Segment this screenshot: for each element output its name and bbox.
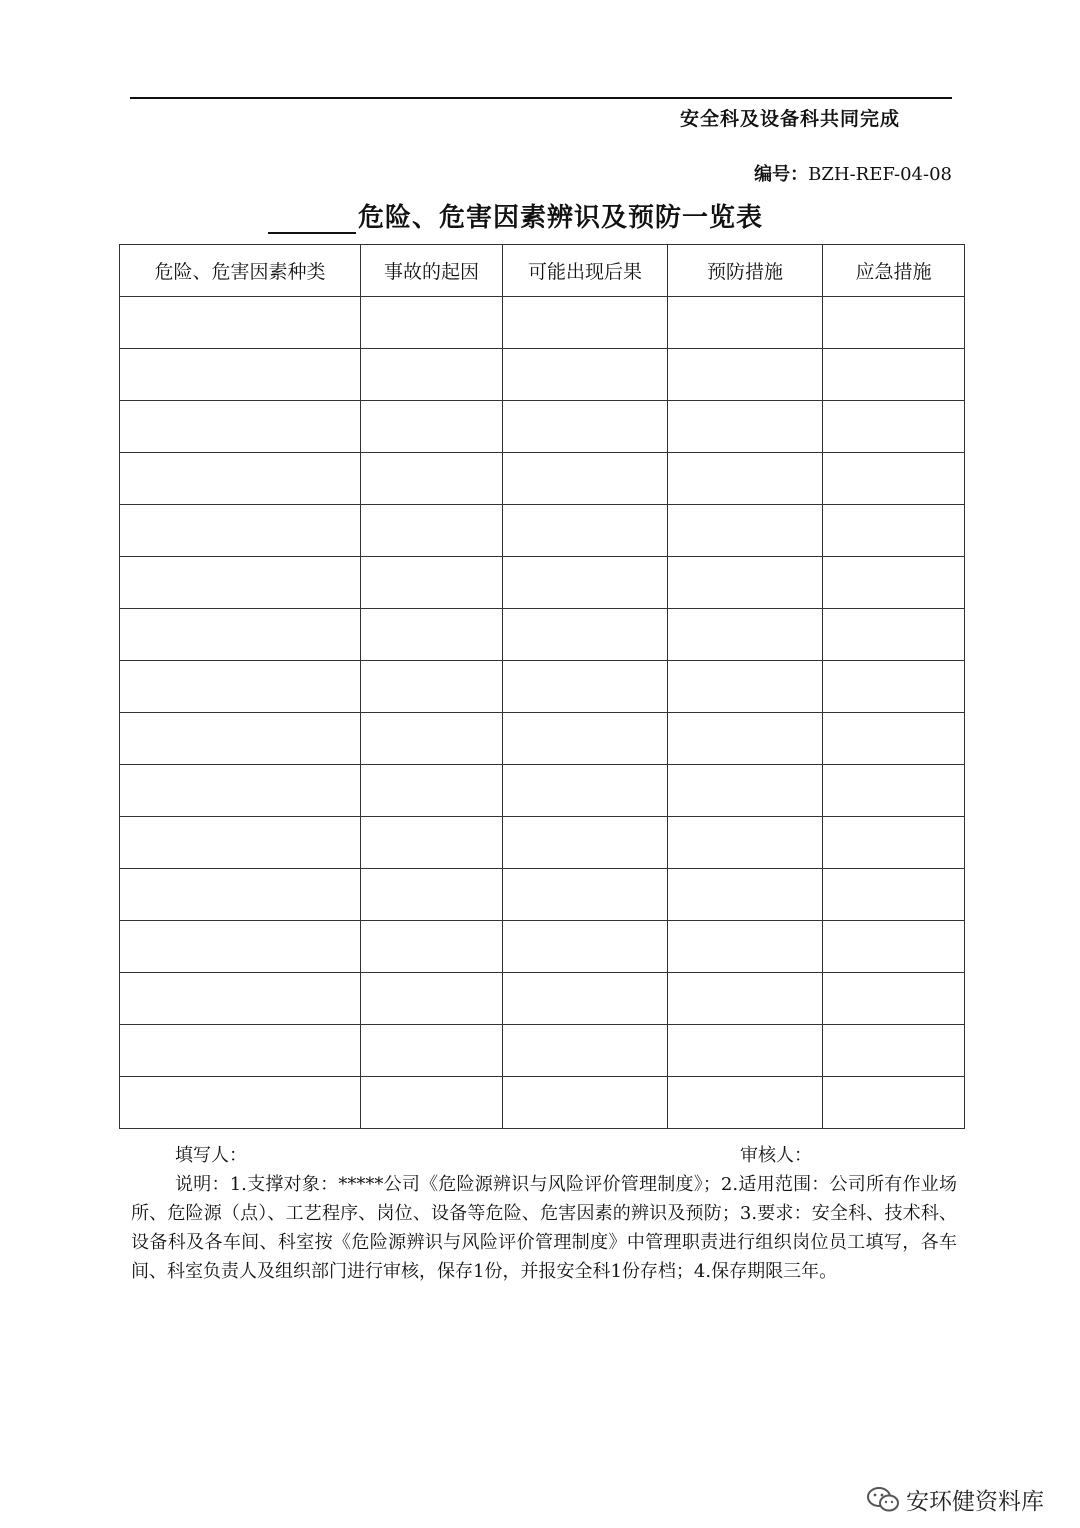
table-row — [120, 453, 965, 505]
table-row — [120, 609, 965, 661]
table-cell — [503, 297, 668, 349]
table-cell — [120, 297, 361, 349]
table-cell — [120, 1077, 361, 1129]
table-cell — [823, 661, 965, 713]
table-cell — [668, 349, 823, 401]
table-header-row — [120, 245, 965, 297]
table-row — [120, 297, 965, 349]
table-cell — [668, 557, 823, 609]
title-blank-line — [268, 204, 356, 234]
watermark — [866, 1483, 1044, 1516]
table-cell — [823, 349, 965, 401]
table-cell — [120, 349, 361, 401]
table-cell — [823, 453, 965, 505]
table-body — [120, 297, 965, 1129]
table-row — [120, 973, 965, 1025]
table-cell — [503, 713, 668, 765]
table-cell — [361, 349, 503, 401]
table-cell — [120, 973, 361, 1025]
table-cell — [503, 661, 668, 713]
notes-paragraph: 说明：1.支撑对象：*****公司《危险源辨识与风险评价管理制度》；2.适用范围：公司所有作业场所、危险源（点）、工艺程序、岗位、设备等危险、危害因素的辨识及预防；3.要求：安全科、技术科、设备科及各车间、科室按《危险源辨识与风险评价管理制度》中管理职责进行组织岗位员工填写，各车间、科室负责人及组织部门进行审核，保存1份，并报安全科1份存档；4.保存期限三年。 — [131, 1174, 957, 1282]
document-code-value: BZH-REF-04-08 — [808, 164, 952, 185]
table-cell — [361, 973, 503, 1025]
table-cell — [668, 921, 823, 973]
wechat-icon — [866, 1486, 900, 1514]
table-cell — [120, 661, 361, 713]
table-cell — [503, 973, 668, 1025]
table-cell — [503, 453, 668, 505]
table-cell — [823, 505, 965, 557]
table-row — [120, 1077, 965, 1129]
table-cell — [361, 817, 503, 869]
table-cell — [361, 453, 503, 505]
table-cell — [668, 453, 823, 505]
table-row — [120, 661, 965, 713]
column-header: 应急措施 — [823, 245, 965, 297]
table-cell — [361, 765, 503, 817]
table-cell — [361, 661, 503, 713]
table-row — [120, 817, 965, 869]
table-cell — [503, 1025, 668, 1077]
table-cell — [120, 505, 361, 557]
table-cell — [668, 817, 823, 869]
column-header: 危险、危害因素种类 — [120, 245, 361, 297]
table-cell — [503, 921, 668, 973]
table-cell — [503, 869, 668, 921]
hazard-table — [119, 244, 965, 1129]
table-cell — [823, 921, 965, 973]
table-cell — [361, 297, 503, 349]
table-cell — [361, 921, 503, 973]
table-cell — [823, 713, 965, 765]
table-cell — [503, 349, 668, 401]
table-cell — [668, 765, 823, 817]
table-cell — [823, 765, 965, 817]
table-cell — [823, 297, 965, 349]
table-row — [120, 869, 965, 921]
table-cell — [120, 869, 361, 921]
table-cell — [668, 297, 823, 349]
table-row — [120, 505, 965, 557]
table-cell — [361, 505, 503, 557]
table-row — [120, 713, 965, 765]
table-cell — [823, 1077, 965, 1129]
column-header: 预防措施 — [668, 245, 823, 297]
table-cell — [361, 869, 503, 921]
table-row — [120, 765, 965, 817]
table-row — [120, 557, 965, 609]
table-cell — [503, 505, 668, 557]
table-cell — [668, 661, 823, 713]
table-cell — [503, 609, 668, 661]
table-cell — [668, 401, 823, 453]
table-cell — [503, 817, 668, 869]
table-cell — [120, 1025, 361, 1077]
column-header: 事故的起因 — [361, 245, 503, 297]
table-row — [120, 349, 965, 401]
reviewer-label: 审核人： — [740, 1145, 812, 1166]
table-cell — [823, 401, 965, 453]
table-cell — [668, 869, 823, 921]
page-title — [268, 197, 763, 234]
watermark-text: 安环健资料库 — [906, 1489, 1044, 1515]
table-cell — [823, 817, 965, 869]
table-cell — [668, 505, 823, 557]
header-text: 安全科及设备科共同完成 — [679, 108, 900, 130]
table-cell — [668, 1077, 823, 1129]
table-row — [120, 921, 965, 973]
table-cell — [361, 557, 503, 609]
table-cell — [120, 921, 361, 973]
table-cell — [120, 765, 361, 817]
table-cell — [668, 609, 823, 661]
title-text: 危险、危害因素辨识及预防一览表 — [358, 203, 764, 233]
table-cell — [361, 1025, 503, 1077]
document-code — [754, 160, 952, 186]
table-cell — [361, 713, 503, 765]
table-cell — [823, 1025, 965, 1077]
table-cell — [361, 1077, 503, 1129]
column-header: 可能出现后果 — [503, 245, 668, 297]
table-cell — [823, 973, 965, 1025]
table-cell — [120, 817, 361, 869]
table-cell — [120, 609, 361, 661]
table-cell — [668, 1025, 823, 1077]
table-cell — [120, 453, 361, 505]
table-cell — [503, 765, 668, 817]
filler-label: 填写人： — [175, 1145, 247, 1166]
table-cell — [503, 401, 668, 453]
table-cell — [361, 401, 503, 453]
table-cell — [120, 557, 361, 609]
table-row — [120, 1025, 965, 1077]
table-cell — [503, 557, 668, 609]
document-code-label: 编号： — [754, 164, 809, 185]
table-row — [120, 401, 965, 453]
table-cell — [503, 1077, 668, 1129]
table-cell — [823, 869, 965, 921]
header-rule — [130, 97, 952, 99]
table-cell — [120, 401, 361, 453]
table-cell — [668, 713, 823, 765]
table-cell — [823, 609, 965, 661]
table-cell — [120, 713, 361, 765]
table-cell — [361, 609, 503, 661]
table-cell — [668, 973, 823, 1025]
table-cell — [823, 557, 965, 609]
